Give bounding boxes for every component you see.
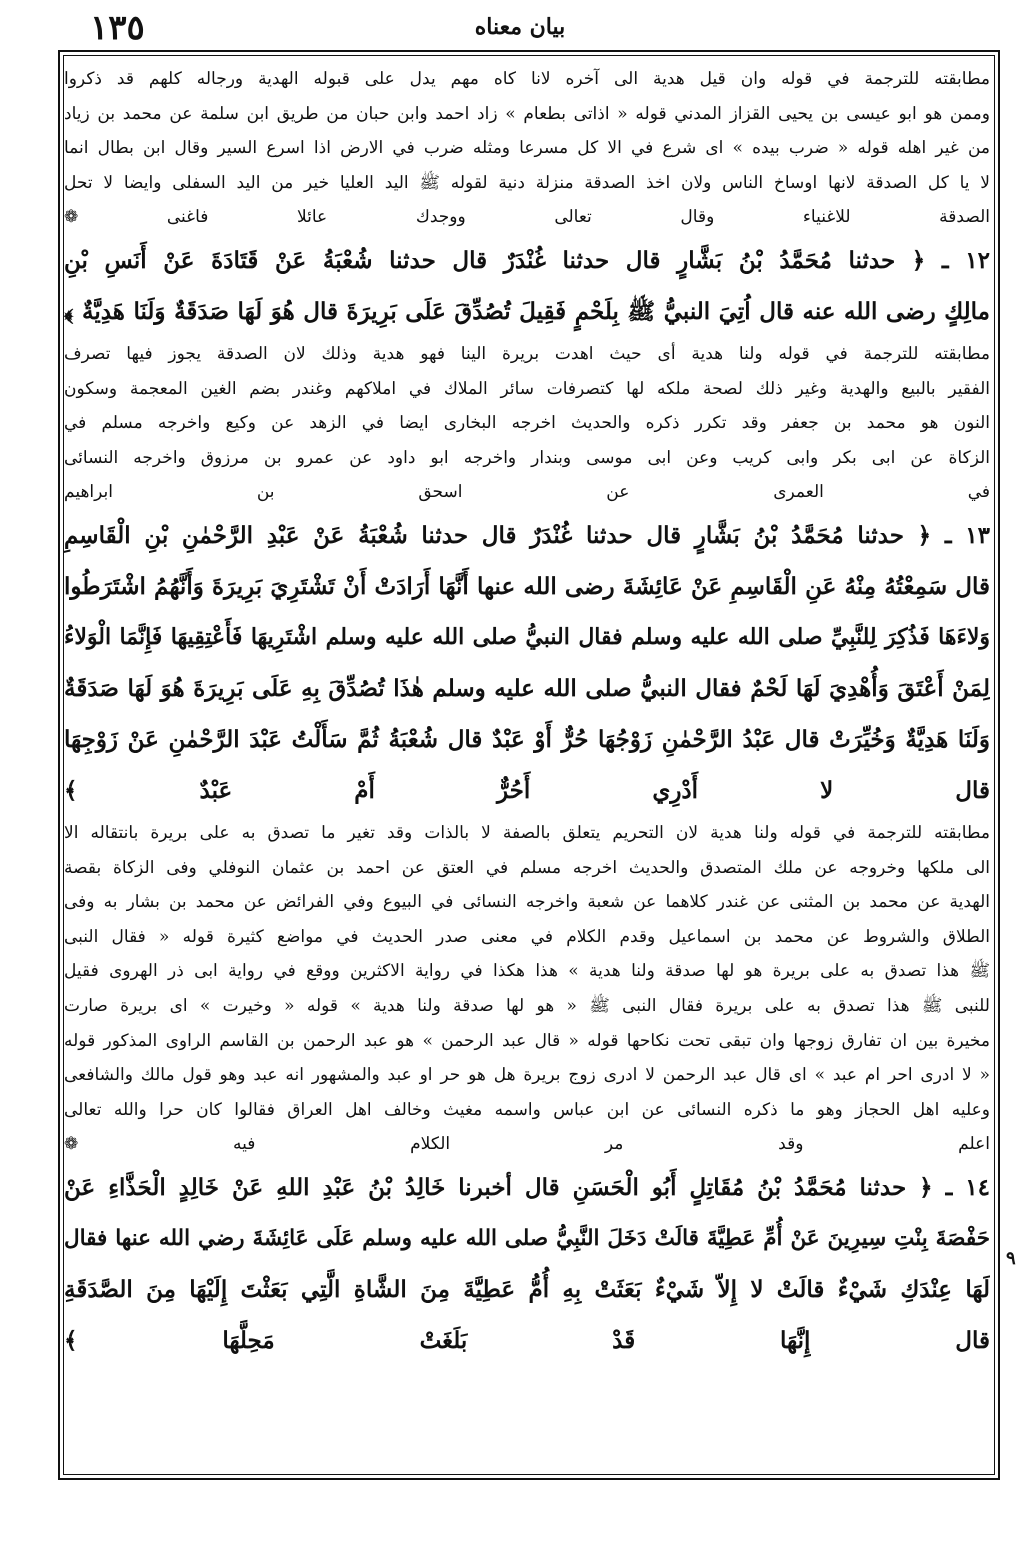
text-body bbox=[64, 62, 990, 1366]
commentary-line: للنبى ﷺ هذا تصدق به على بريرة فقال النبى ﷺ « هو لها صدقة ولنا هدية » قوله « وخيرت » اى بريرة صارت bbox=[64, 995, 990, 1016]
running-title: بيان معناه bbox=[474, 14, 566, 40]
commentary-line: النون هو محمد بن جعفر وقد تكرر ذكره والحديث اخرجه البخارى ايضا في الزهد عن وكيع واخرجه مسلم في bbox=[64, 413, 990, 434]
commentary-line: وممن هو ابو عيسى بن يحيى القزاز المدني قوله « اذاتى بطعام » زاد احمد وابن حبان من طريق ابن سلمة عن محمد بن زياد bbox=[64, 103, 990, 124]
commentary-line: مطابقته للترجمة في قوله ولنا هدية أى حيث اهدت بريرة الينا فهو هدية وذلك لان الصدقة يجوز فيها تصرف bbox=[64, 343, 990, 364]
commentary-line: الزكاة عن ابى بكر وابى كريب وعن ابى موسى وبندار واخرجه ابو داود عن عمرو بن مرزوق واخرجه النسائى bbox=[64, 447, 990, 468]
margin-note: ٩ bbox=[1006, 1248, 1016, 1269]
commentary-line: الصدقة للاغنياء وقال تعالى ووجدك عائلا فاغنى ❁ bbox=[64, 207, 990, 228]
commentary-line: مطابقته للترجمة في قوله وان قيل هدية الى آخره لانا كاه مهم يدل على قبوله الهدية ورجاله كلهم قد ذكروا bbox=[64, 69, 990, 89]
commentary-block bbox=[64, 816, 990, 1162]
hadith-line: قال لا أَدْرِي أَحُرٌّ أَمْ عَبْدٌ ﴾ bbox=[64, 776, 990, 804]
page-number: ١٣٥ bbox=[90, 8, 145, 48]
running-head bbox=[40, 6, 1000, 46]
commentary-line: « لا ادرى احر ام عبد » اى قال عبد الرحمن لا ادرى زوج بريرة هل هو حر او عبد والمشهور انه عبد وهو قول مالك والشافعى bbox=[64, 1065, 990, 1086]
commentary-line: مخيرة بين ان تفارق زوجها وان تبقى تحت نكاحها قوله « قال عبد الرحمن » هو عبد الرحمن بن القاسم الراوى المذكور قوله bbox=[64, 1030, 990, 1051]
commentary-line: من غير اهله قوله « ضرب بيده » اى شرع في الا كل مسرعا ومثله ضرب في الارض اذا اسرع السير وقال ابن بطال انما bbox=[64, 138, 990, 159]
hadith-block bbox=[64, 1162, 990, 1366]
hadith-block bbox=[64, 510, 990, 816]
hadith-line: ١٤ ـ ﴿ حدثنا مُحَمَّدُ بْنُ مُقَاتِلٍ أَبُو الْحَسَنِ قال أخبرنا خَالِدُ بْنُ عَبْدِ اللهِ عَنْ خَالِدٍ الْحَذَّاءِ عَنْ bbox=[64, 1173, 990, 1201]
hadith-block bbox=[64, 235, 990, 337]
commentary-line: في العمرى عن اسحق بن ابراهيم bbox=[64, 482, 990, 503]
commentary-line: اعلم وقد مر الكلام فيه ❁ bbox=[64, 1134, 990, 1155]
commentary-block bbox=[64, 337, 990, 510]
hadith-line: حَفْصَةَ بِنْتِ سِيرِينَ عَنْ أُمِّ عَطِيَّةَ قالَتْ دَخَلَ النَّبِيُّ صلى الله عليه وسلم عَلَى عَائِشَةَ رضي الله عنها فقال bbox=[64, 1225, 990, 1251]
hadith-line: قال إِنَّهَا قَدْ بَلَغَتْ مَحِلَّهَا ﴾ bbox=[64, 1326, 990, 1354]
hadith-line: لِمَنْ أَعْتَقَ وَأُهْدِيَ لَهَا لَحْمٌ فقال النبيُّ صلى الله عليه وسلم هٰذَا تُصُدِّقَ بِهِ عَلَى بَرِيرَةَ هُوَ لَهَا صَدَقَةٌ bbox=[64, 674, 990, 702]
commentary-line: الفقير بالبيع والهدية وغير ذلك لصحة ملكه لها كتصرفات سائر الملاك في املاكهم وغندر بضم الغين المعجمة وسكون bbox=[64, 378, 990, 399]
commentary-line: الطلاق والشروط عن محمد بن اسماعيل وقدم الكلام في معنى صدر الحديث في مواضع كثيرة قوله « فقال النبى bbox=[64, 926, 990, 947]
commentary-line: لا يا كل الصدقة لانها اوساخ الناس ولان اخذ الصدقة منزلة دنية لقوله ﷺ اليد العليا خير من اليد السفلى وايضا لا تحل bbox=[64, 172, 990, 193]
commentary-line: وعليه اهل الحجاز وهو ما ذكره النسائى عن ابن عباس واسمه مغيث وخالف اهل العراق فقالوا كان حرا والله تعالى bbox=[64, 1099, 990, 1120]
commentary-line: الى ملكها وخروجه عن ملك المتصدق والحديث اخرجه مسلم في العتق عن احمد بن عثمان النوفلي وفى الزكاة بقصة bbox=[64, 857, 990, 878]
hadith-line: لَهَا عِنْدَكِ شَيْءٌ قالَتْ لا إِلاّ شَيْءٌ بَعَثَتْ بِهِ أُمُّ عَطِيَّةَ مِنَ الشَّاةِ الَّتِي بَعَثْتَ إِلَيْهَا مِنَ الصَّدَقَةِ bbox=[64, 1275, 990, 1303]
hadith-line: ١٣ ـ ﴿ حدثنا مُحَمَّدُ بْنُ بَشَّارٍ قال حدثنا غُنْدَرٌ قال حدثنا شُعْبَةُ عَنْ عَبْدِ الرَّحْمٰنِ بْنِ الْقَاسِمِ bbox=[64, 521, 990, 549]
hadith-line: وَلَنَا هَدِيَّةٌ وَخُيِّرَتْ قال عَبْدُ الرَّحْمٰنِ زَوْجُهَا حُرٌّ أَوْ عَبْدٌ قال شُعْبَةُ ثُمَّ سَأَلْتُ عَبْدَ الرَّحْمٰنِ عَنْ زَوْجِهَا bbox=[64, 725, 990, 753]
commentary-line: مطابقته للترجمة في قوله ولنا هدية لان التحريم يتعلق بالصفة لا بالذات وقد تغير ما تصدق به على بريرة بانتقاله الا bbox=[64, 822, 990, 843]
hadith-line: قال سَمِعْتُهُ مِنْهُ عَنِ الْقَاسِمِ عَنْ عَائِشَةَ رضى الله عنها أَنَّهَا أَرَادَتْ أَنْ تَشْتَرِيَ بَرِيرَةَ وَأَنَّهُمُ اشْتَرَطُوا bbox=[64, 572, 990, 600]
commentary-line: ﷺ هذا تصدق به على بريرة هو لها صدقة ولنا هدية » هذا هكذا في رواية الاكثرين ووقع في رواية ابى ذر الهروى فقيل bbox=[64, 961, 990, 982]
commentary-line: الهدية عن محمد بن المثنى عن غندر كلاهما عن شعبة واخرجه النسائى في البيوع وفي الفرائض عن محمد بن بشار به وفى bbox=[64, 892, 990, 913]
hadith-line: وَلاءَهَا فَذُكِرَ لِلنَّبِيِّ صلى الله عليه وسلم فقال النبيُّ صلى الله عليه وسلم اشْتَرِيهَا فَأَعْتِقِيهَا فَإِنَّمَا الْوَلاءُ bbox=[64, 623, 990, 650]
commentary-block bbox=[64, 62, 990, 235]
hadith-line: ١٢ ـ ﴿ حدثنا مُحَمَّدُ بْنُ بَشَّارٍ قال حدثنا غُنْدَرٌ قال حدثنا شُعْبَةُ عَنْ قَتَادَةَ عَنْ أَنَسِ بْنِ bbox=[64, 246, 990, 274]
hadith-line: مالِكٍ رضى الله عنه قال اُتِيَ النبيُّ ﷺ بِلَحْمٍ فَقِيلَ تُصُدِّقَ عَلَى بَرِيرَةَ قال هُوَ لَهَا صَدَقَةٌ وَلَنَا هَدِيَّةٌ ﴾ bbox=[64, 297, 990, 325]
